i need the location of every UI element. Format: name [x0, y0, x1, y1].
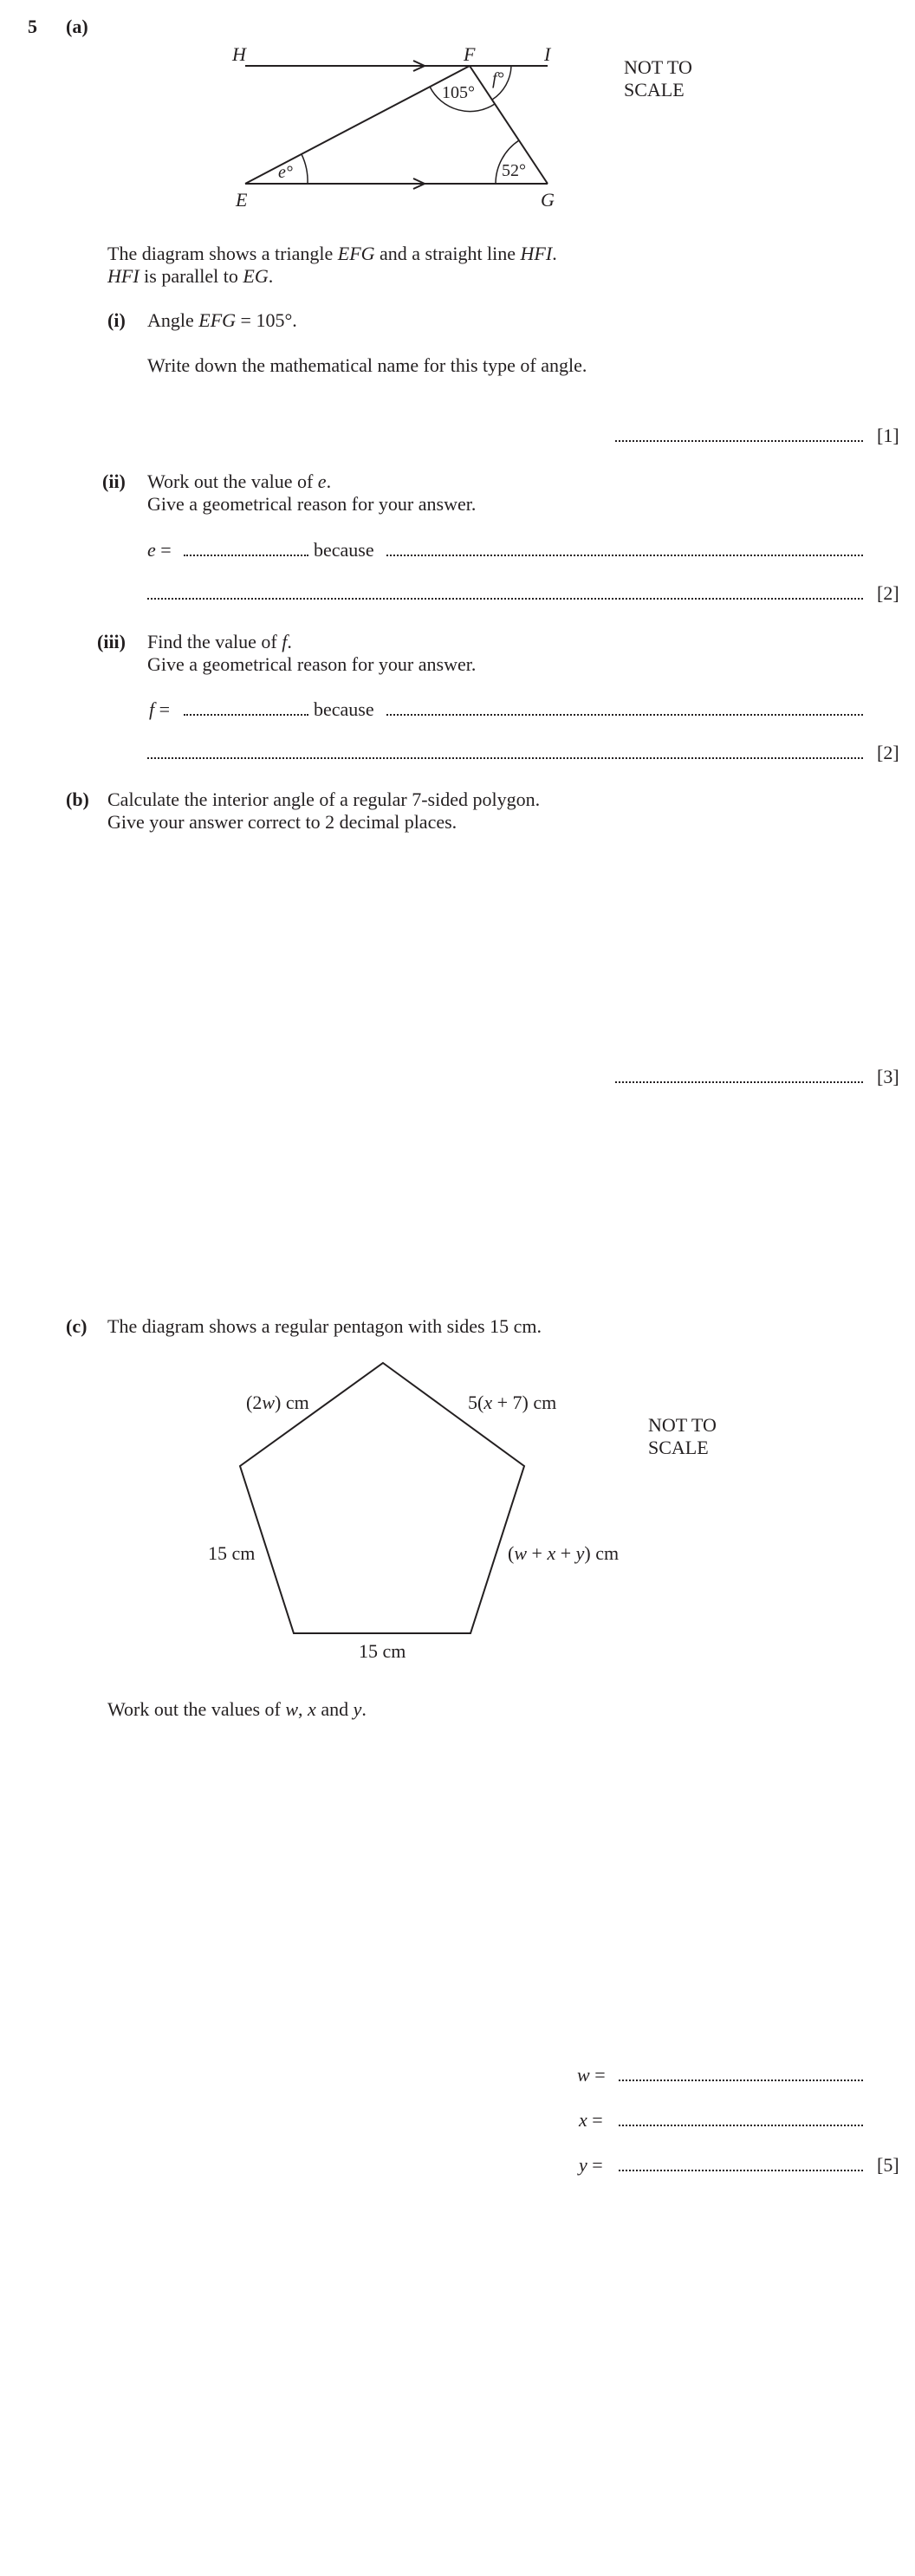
answer-label-x: x = [579, 2109, 603, 2131]
answer-line-e-reason-1[interactable] [386, 555, 863, 556]
part-a-iii-line-2: Give a geometrical reason for your answer. [147, 653, 477, 675]
answer-line-y[interactable] [619, 2170, 863, 2171]
part-a-i-label: (i) [107, 309, 126, 331]
triangle-diagram [0, 0, 915, 225]
angle-105-label: 105° [442, 83, 475, 102]
answer-line-x[interactable] [619, 2125, 863, 2126]
answer-line-f-value[interactable] [184, 714, 308, 716]
label-h: H [232, 43, 246, 65]
angle-f-label: f° [492, 69, 504, 88]
marks-a-iii: [2] [877, 742, 899, 763]
side-label-right: (w + x + y) cm [508, 1542, 620, 1564]
answer-label-e: e = [147, 539, 172, 561]
answer-line-e-reason-2[interactable] [147, 598, 863, 600]
side-label-top-left: (2w) cm [246, 1392, 309, 1413]
label-g: G [541, 189, 555, 211]
label-e: E [236, 189, 248, 211]
label-i: I [544, 43, 551, 65]
answer-label-f: f = [149, 698, 171, 720]
answer-label-y: y = [579, 2154, 603, 2176]
part-a-label: (a) [66, 16, 88, 37]
part-c-label: (c) [66, 1315, 88, 1337]
part-a-ii-line-1: Work out the value of e. [147, 470, 332, 492]
marks-a-i: [1] [877, 425, 899, 446]
side-label-bottom: 15 cm [359, 1640, 406, 1662]
answer-line-f-reason-2[interactable] [147, 757, 863, 759]
marks-a-ii: [2] [877, 582, 899, 604]
answer-line-f-reason-1[interactable] [386, 714, 863, 716]
marks-c: [5] [877, 2154, 899, 2176]
part-c-line-1: The diagram shows a regular pentagon with sides 15 cm. [107, 1315, 542, 1337]
because-label-iii: because [314, 698, 374, 720]
part-b-line-1: Calculate the interior angle of a regular 7-sided polygon. [107, 788, 541, 810]
answer-line-w[interactable] [619, 2080, 863, 2081]
part-a-i-line-1: Angle EFG = 105°. [147, 309, 297, 331]
not-to-scale-2a: NOT TO [648, 1414, 717, 1436]
part-a-ii-label: (ii) [102, 470, 126, 492]
label-f: F [464, 43, 476, 65]
part-a-ii-line-2: Give a geometrical reason for your answer. [147, 493, 477, 515]
part-a-iii-label: (iii) [97, 631, 126, 652]
not-to-scale-1a: NOT TO [624, 56, 692, 78]
side-label-left: 15 cm [208, 1542, 256, 1564]
part-b-line-2: Give your answer correct to 2 decimal places. [107, 811, 458, 833]
angle-e-label: e° [278, 163, 293, 182]
part-a-i-line-2: Write down the mathematical name for this type of angle. [147, 354, 587, 376]
angle-52-label: 52° [502, 161, 526, 180]
pentagon-diagram [0, 1352, 915, 1672]
not-to-scale-2b: SCALE [648, 1437, 709, 1458]
because-label-ii: because [314, 539, 374, 561]
answer-line-b[interactable] [615, 1081, 863, 1083]
intro-line-2: HFI is parallel to EG. [107, 265, 274, 287]
intro-line-1: The diagram shows a triangle EFG and a straight line HFI. [107, 243, 557, 264]
answer-line-e-value[interactable] [184, 555, 308, 556]
side-label-top-right: 5(x + 7) cm [468, 1392, 557, 1413]
answer-label-w: w = [577, 2064, 606, 2086]
part-b-label: (b) [66, 788, 89, 810]
part-c-instruction: Work out the values of w, x and y. [107, 1698, 367, 1720]
part-a-iii-line-1: Find the value of f. [147, 631, 292, 652]
marks-b: [3] [877, 1066, 899, 1087]
not-to-scale-1b: SCALE [624, 79, 685, 101]
question-number: 5 [28, 16, 37, 37]
arc-e [302, 154, 308, 184]
answer-line-a-i[interactable] [615, 440, 863, 442]
